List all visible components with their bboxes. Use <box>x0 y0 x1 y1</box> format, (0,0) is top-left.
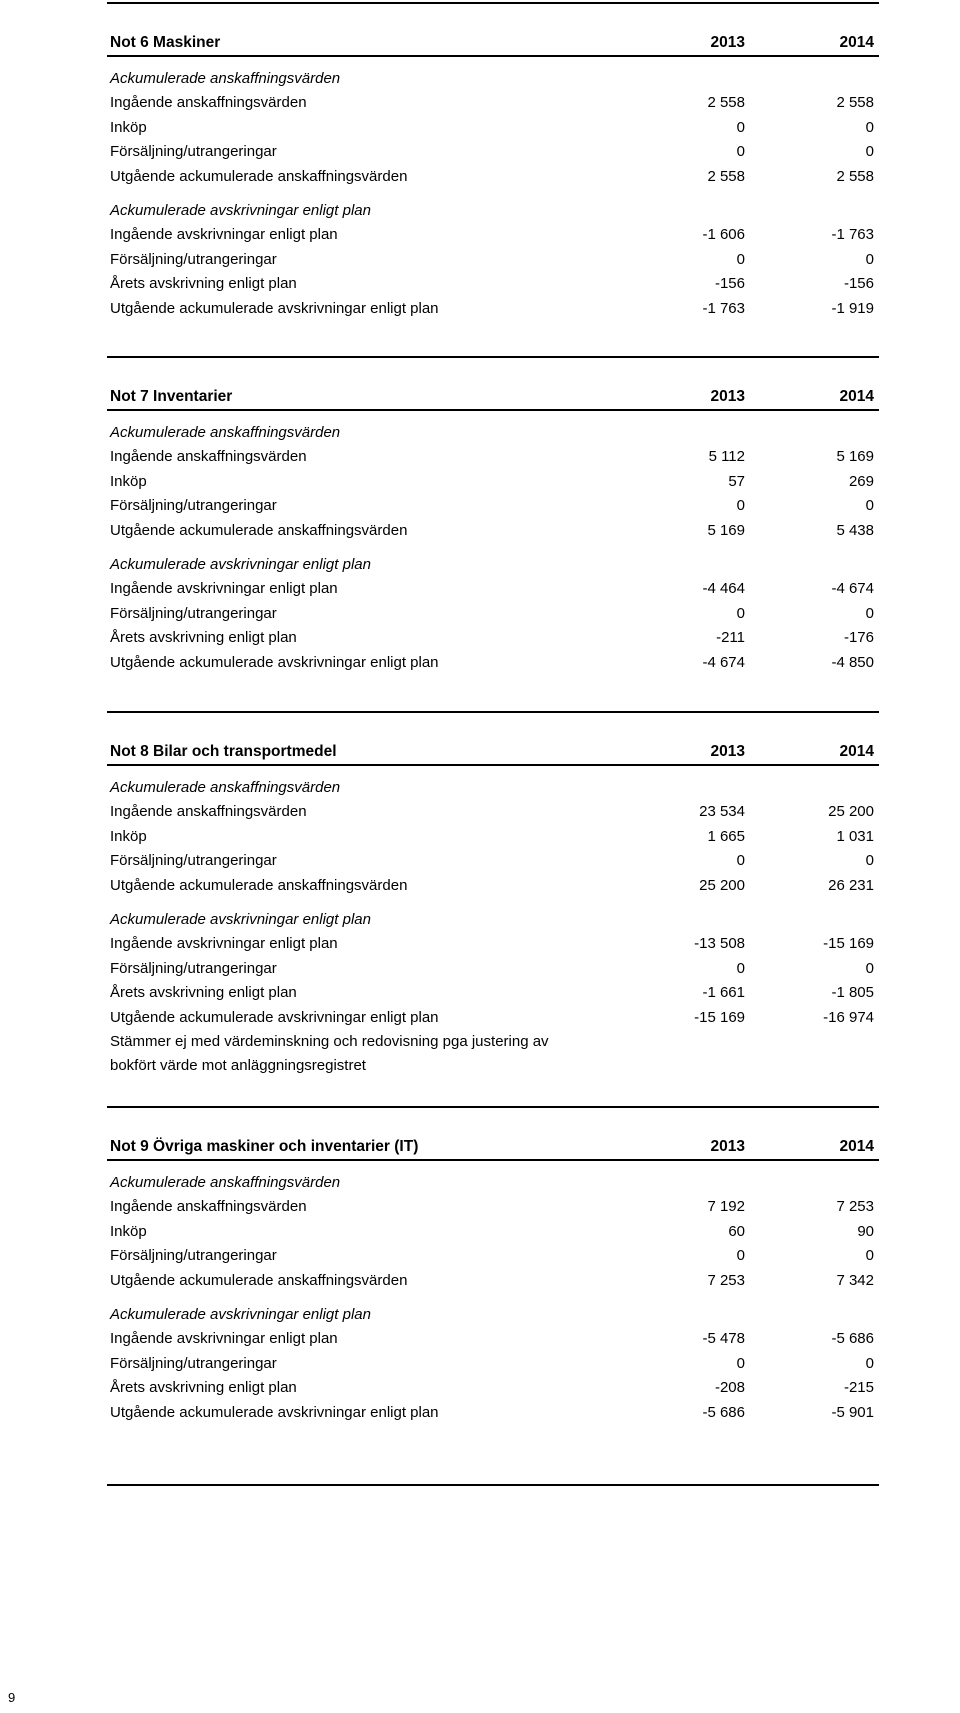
note-title: Not 7 Inventarier <box>110 388 233 405</box>
table-row <box>107 223 879 247</box>
section-heading-label: Ackumulerade anskaffningsvärden <box>110 424 341 441</box>
value-2013: 0 <box>736 1354 745 1372</box>
table-row <box>107 519 879 543</box>
bottom-rule <box>107 1484 879 1486</box>
section-heading-label: Ackumulerade anskaffningsvärden <box>110 70 341 87</box>
value-2014: 269 <box>848 472 874 490</box>
value-2013: -5 686 <box>702 1403 745 1421</box>
value-2013: -1 606 <box>702 226 745 244</box>
section-heading <box>107 199 879 223</box>
row-label: Utgående ackumulerade avskrivningar enligt plan <box>110 299 439 317</box>
value-2014: 90 <box>857 1222 874 1240</box>
value-2013: 0 <box>736 852 745 870</box>
section-heading <box>107 908 879 932</box>
value-2014: -156 <box>843 275 874 293</box>
value-2013: 0 <box>736 604 745 622</box>
bottom-rule-block <box>107 1484 879 1486</box>
table-row <box>107 932 879 956</box>
section-heading <box>107 553 879 577</box>
value-2014: -1 805 <box>831 984 874 1002</box>
year-2013-header: 2013 <box>710 1138 745 1155</box>
row-label: Utgående ackumulerade avskrivningar enligt plan <box>110 653 439 671</box>
table-row <box>107 165 879 189</box>
row-label: Årets avskrivning enligt plan <box>110 984 297 1002</box>
value-2013: 0 <box>736 250 745 268</box>
value-2013: 7 192 <box>707 1198 745 1216</box>
value-2014: 0 <box>865 118 874 136</box>
table-row <box>107 470 879 494</box>
value-2013: 60 <box>728 1222 745 1240</box>
section-gap <box>107 543 879 553</box>
table-row <box>107 297 879 321</box>
value-2014: 26 231 <box>828 876 874 894</box>
table-row <box>107 1244 879 1268</box>
value-2013: -1 763 <box>702 299 745 317</box>
table-row <box>107 445 879 469</box>
table-row <box>107 602 879 626</box>
value-2013: 0 <box>736 959 745 977</box>
row-label: Inköp <box>110 827 147 845</box>
value-2013: 23 534 <box>699 803 745 821</box>
note-block <box>107 2 879 321</box>
value-2014: 0 <box>865 143 874 161</box>
table-row <box>107 1269 879 1293</box>
note-title: Not 8 Bilar och transportmedel <box>110 743 337 760</box>
table-row <box>107 248 879 272</box>
table-row <box>107 1376 879 1400</box>
year-2013-header: 2013 <box>710 743 745 760</box>
section-gap <box>107 189 879 199</box>
table-row <box>107 800 879 824</box>
note-header <box>107 1134 879 1159</box>
row-label: Ingående anskaffningsvärden <box>110 1198 307 1216</box>
value-2014: -5 686 <box>831 1330 874 1348</box>
section-heading <box>107 1171 879 1195</box>
note-header <box>107 739 879 764</box>
section-gap <box>107 1293 879 1303</box>
value-2014: 7 342 <box>836 1271 874 1289</box>
value-2014: 0 <box>865 497 874 515</box>
value-2013: -208 <box>714 1379 745 1397</box>
value-2013: 1 665 <box>707 827 745 845</box>
page-number: 9 <box>8 1690 16 1705</box>
table-row <box>107 91 879 115</box>
value-2014: 7 253 <box>836 1198 874 1216</box>
row-label: Försäljning/utrangeringar <box>110 852 277 870</box>
table-row <box>107 116 879 140</box>
value-2013: 2 558 <box>707 167 745 185</box>
table-row <box>107 651 879 675</box>
row-label: Försäljning/utrangeringar <box>110 497 277 515</box>
row-label: Ingående anskaffningsvärden <box>110 448 307 466</box>
table-row <box>107 272 879 296</box>
row-label: Inköp <box>110 1222 147 1240</box>
table-row <box>107 140 879 164</box>
section-gap <box>107 898 879 908</box>
note-title: Not 6 Maskiner <box>110 34 221 51</box>
value-2013: 2 558 <box>707 94 745 112</box>
value-2013: 25 200 <box>699 876 745 894</box>
remark-line <box>107 1030 879 1054</box>
row-label: Utgående ackumulerade anskaffningsvärden <box>110 521 408 539</box>
value-2013: 57 <box>728 472 745 490</box>
year-2014-header: 2014 <box>839 1138 874 1155</box>
value-2013: -156 <box>714 275 745 293</box>
note-block <box>107 711 879 1079</box>
value-2014: 2 558 <box>836 167 874 185</box>
section-heading-label: Ackumulerade anskaffningsvärden <box>110 779 341 796</box>
section-heading-label: Ackumulerade avskrivningar enligt plan <box>110 201 371 219</box>
table-row <box>107 981 879 1005</box>
note-block <box>107 1106 879 1425</box>
table-row <box>107 849 879 873</box>
row-label: Årets avskrivning enligt plan <box>110 275 297 293</box>
table-row <box>107 1006 879 1030</box>
row-label: Ingående avskrivningar enligt plan <box>110 226 338 244</box>
row-label: Utgående ackumulerade anskaffningsvärden <box>110 1271 408 1289</box>
value-2014: -4 674 <box>831 580 874 598</box>
table-row <box>107 577 879 601</box>
section-heading <box>107 776 879 800</box>
value-2013: 0 <box>736 118 745 136</box>
value-2014: -215 <box>843 1379 874 1397</box>
row-label: Inköp <box>110 118 147 136</box>
remark-text: bokfört värde mot anläggningsregistret <box>110 1057 366 1075</box>
value-2014: -16 974 <box>823 1008 874 1026</box>
table-row <box>107 494 879 518</box>
note-header <box>107 384 879 409</box>
value-2014: 0 <box>865 1247 874 1265</box>
row-label: Försäljning/utrangeringar <box>110 1247 277 1265</box>
row-label: Utgående ackumulerade avskrivningar enligt plan <box>110 1403 439 1421</box>
row-label: Utgående ackumulerade anskaffningsvärden <box>110 876 408 894</box>
row-label: Ingående avskrivningar enligt plan <box>110 580 338 598</box>
section-heading-label: Ackumulerade avskrivningar enligt plan <box>110 910 371 928</box>
row-label: Försäljning/utrangeringar <box>110 1354 277 1372</box>
row-label: Inköp <box>110 472 147 490</box>
year-2014-header: 2014 <box>839 388 874 405</box>
table-row <box>107 825 879 849</box>
value-2013: 0 <box>736 497 745 515</box>
year-2013-header: 2013 <box>710 388 745 405</box>
remark-text: Stämmer ej med värdeminskning och redovisning pga justering av <box>110 1032 549 1050</box>
table-row <box>107 957 879 981</box>
section-heading <box>107 1303 879 1327</box>
year-2013-header: 2013 <box>710 34 745 51</box>
value-2013: 5 112 <box>708 448 745 466</box>
value-2013: -4 464 <box>702 580 745 598</box>
value-2014: 5 169 <box>836 448 874 466</box>
remark-line <box>107 1054 879 1078</box>
value-2014: 25 200 <box>828 803 874 821</box>
value-2013: -13 508 <box>694 935 745 953</box>
section-heading <box>107 67 879 91</box>
section-heading <box>107 421 879 445</box>
table-row <box>107 1220 879 1244</box>
value-2013: 0 <box>736 143 745 161</box>
value-2014: 0 <box>865 1354 874 1372</box>
value-2013: 0 <box>736 1247 745 1265</box>
value-2014: -5 901 <box>831 1403 874 1421</box>
note-block <box>107 356 879 675</box>
row-label: Utgående ackumulerade avskrivningar enligt plan <box>110 1008 439 1026</box>
value-2014: -4 850 <box>831 653 874 671</box>
section-heading-label: Ackumulerade anskaffningsvärden <box>110 1174 341 1191</box>
value-2014: 1 031 <box>836 827 874 845</box>
value-2013: -4 674 <box>702 653 745 671</box>
table-row <box>107 1352 879 1376</box>
value-2014: 0 <box>865 604 874 622</box>
row-label: Försäljning/utrangeringar <box>110 959 277 977</box>
table-row <box>107 626 879 650</box>
note-header <box>107 30 879 55</box>
value-2014: -176 <box>843 629 874 647</box>
row-label: Försäljning/utrangeringar <box>110 250 277 268</box>
row-label: Ingående avskrivningar enligt plan <box>110 1330 338 1348</box>
value-2014: 0 <box>865 852 874 870</box>
year-2014-header: 2014 <box>839 34 874 51</box>
row-label: Ingående anskaffningsvärden <box>110 94 307 112</box>
value-2014: -1 763 <box>831 226 874 244</box>
table-row <box>107 1195 879 1219</box>
value-2013: -211 <box>716 629 745 647</box>
row-label: Försäljning/utrangeringar <box>110 143 277 161</box>
value-2013: -1 661 <box>702 984 745 1002</box>
value-2013: 7 253 <box>707 1271 745 1289</box>
row-label: Årets avskrivning enligt plan <box>110 629 297 647</box>
value-2013: -15 169 <box>694 1008 745 1026</box>
value-2014: 2 558 <box>836 94 874 112</box>
note-title: Not 9 Övriga maskiner och inventarier (IT) <box>110 1138 419 1155</box>
row-label: Utgående ackumulerade anskaffningsvärden <box>110 167 408 185</box>
value-2013: -5 478 <box>702 1330 745 1348</box>
value-2014: 5 438 <box>836 521 874 539</box>
table-row <box>107 1327 879 1351</box>
value-2014: -1 919 <box>831 299 874 317</box>
table-row <box>107 1401 879 1425</box>
value-2014: -15 169 <box>823 935 874 953</box>
year-2014-header: 2014 <box>839 743 874 760</box>
row-label: Ingående anskaffningsvärden <box>110 803 307 821</box>
value-2013: 5 169 <box>707 521 745 539</box>
section-heading-label: Ackumulerade avskrivningar enligt plan <box>110 1305 371 1323</box>
value-2014: 0 <box>865 959 874 977</box>
row-label: Årets avskrivning enligt plan <box>110 1379 297 1397</box>
row-label: Ingående avskrivningar enligt plan <box>110 935 338 953</box>
table-row <box>107 874 879 898</box>
row-label: Försäljning/utrangeringar <box>110 604 277 622</box>
section-heading-label: Ackumulerade avskrivningar enligt plan <box>110 555 371 573</box>
value-2014: 0 <box>865 250 874 268</box>
